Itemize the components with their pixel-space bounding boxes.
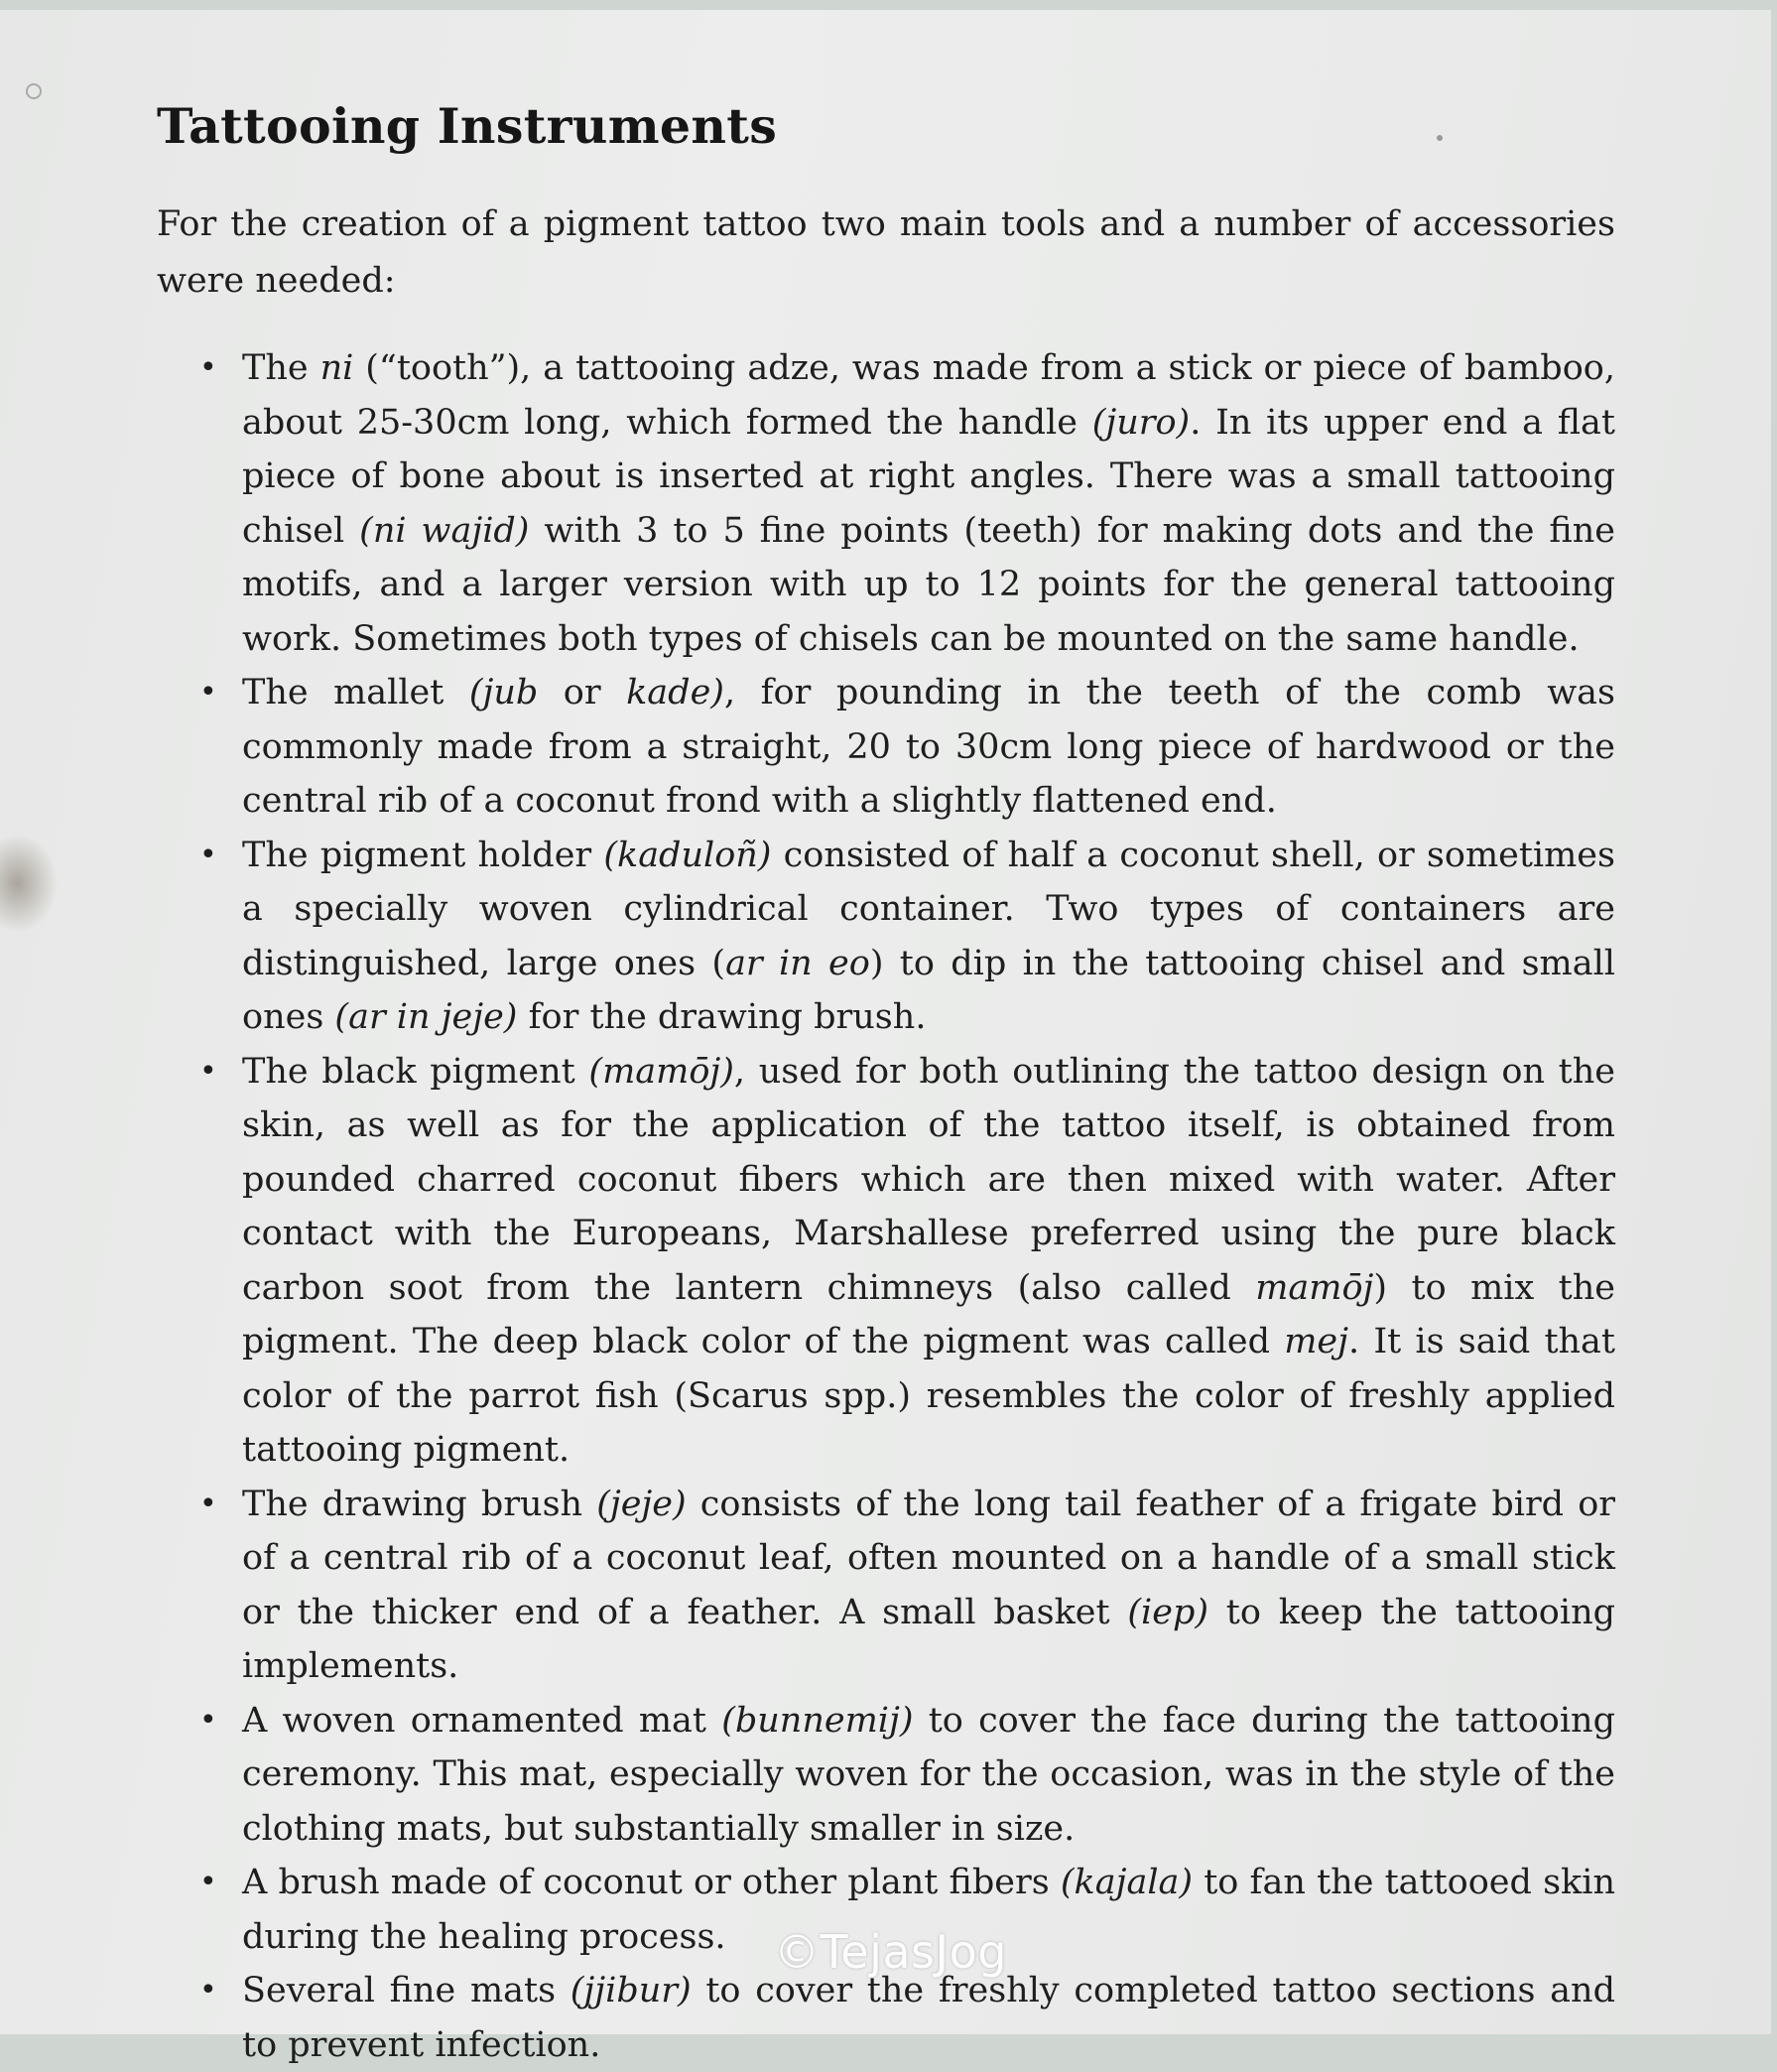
- italic-term: (kaduloñ): [603, 835, 772, 875]
- text-run: The pigment holder: [242, 835, 604, 875]
- text-run: . It is said that color of the parrot fish (Scarus spp.) resembles the color of freshly applied tattooing pigment.: [242, 1322, 1615, 1470]
- italic-term: ni: [319, 348, 354, 388]
- text-run: . In its upper end a flat piece of bone about is inserted at right angles. There was a small tattooing chisel: [242, 402, 1615, 551]
- text-run: A brush made of coconut or other plant fibers: [242, 1863, 1061, 1902]
- placard-panel: [0, 10, 1771, 2065]
- italic-term: (jub: [468, 673, 539, 712]
- page-title: Tattooing Instruments: [157, 97, 778, 155]
- italic-term: (jeje): [596, 1484, 687, 1524]
- italic-term: (bunnemij): [721, 1700, 914, 1741]
- text-run: , for pounding in the teeth of the comb was commonly made from a straight, 20 to 30cm long piece of hardwood or the central rib of a coconut frond with a slightly flattened end.: [242, 673, 1615, 821]
- text-run: consisted of half a coconut shell, or sometimes a specially woven cylindrical container. Two types of containers are distinguished, large ones (: [242, 835, 1615, 983]
- placard-content: [157, 97, 1615, 2072]
- text-run: The mallet: [242, 673, 469, 712]
- text-run: (“tooth”), a tattooing adze, was made from a stick or piece of bamboo, about 25-30cm long, which formed the handle: [242, 348, 1615, 443]
- italic-term: (kajala): [1060, 1863, 1194, 1902]
- screw-hole-mark: [26, 83, 42, 99]
- italic-term: (juro): [1091, 402, 1191, 443]
- text-run: ) to dip in the tattooing chisel and small ones: [242, 943, 1615, 1037]
- text-run: to keep the tattooing implements.: [242, 1592, 1616, 1686]
- text-run: to cover the freshly completed tattoo sections and to prevent infection.: [242, 1971, 1615, 2065]
- italic-term: mamōj: [1255, 1267, 1374, 1308]
- intro-paragraph: For the creation of a pigment tattoo two main tools and a number of accessories were needed:: [157, 204, 1615, 301]
- text-run: to fan the tattooed skin during the healing process.: [242, 1863, 1615, 1957]
- text-run: Several fine mats: [242, 1971, 571, 2010]
- text-run: with 3 to 5 fine points (teeth) for making dots and the fine motifs, and a larger version with up to 12 points for the general tattooing work. Sometimes both types of chisels can be mounted on the same handle.: [242, 510, 1615, 659]
- text-run: A woven ornamented mat: [242, 1700, 722, 1741]
- text-run: consists of the long tail feather of a frigate bird or of a central rib of a coconut leaf, often mounted on a handle of a small stick or the thicker end of a feather. A small basket: [242, 1484, 1615, 1632]
- text-run: to cover the face during the tattooing ceremony. This mat, especially woven for the occasion, was in the style of the clothing mats, but substantially smaller in size.: [242, 1700, 1616, 1849]
- list-item: [242, 1478, 1615, 1694]
- list-item: [242, 829, 1615, 1045]
- text-run: for the drawing brush.: [517, 997, 927, 1037]
- italic-term: ar in eo: [725, 943, 870, 983]
- list-item: [242, 1045, 1615, 1478]
- text-run: ) to mix the pigment. The deep black color of the pigment was called: [242, 1267, 1616, 1361]
- italic-term: mej: [1284, 1322, 1348, 1361]
- italic-term: (jjibur): [570, 1971, 692, 2010]
- text-run: or: [538, 673, 627, 712]
- italic-term: (ar in jeje): [334, 997, 518, 1037]
- instrument-list: [157, 341, 1615, 2072]
- list-item: [242, 1694, 1615, 1857]
- list-item: [242, 1964, 1615, 2072]
- text-run: The drawing brush: [242, 1484, 597, 1524]
- italic-term: (mamōj): [588, 1051, 734, 1092]
- italic-term: (ni wajid): [359, 510, 530, 551]
- smudge-mark: [0, 834, 58, 933]
- italic-term: kade): [626, 673, 724, 712]
- list-item: [242, 341, 1615, 666]
- text-run: The black pigment: [242, 1051, 589, 1092]
- watermark: ©TejasJog: [774, 1925, 1007, 1979]
- text-run: , used for both outlining the tattoo design on the skin, as well as for the application of the tattoo itself, is obtained from pounded charred coconut fibers which are then mixed with water. After contact with the Europeans, Marshallese preferred using the pure black carbon soot from the lantern chimneys (also called: [242, 1051, 1616, 1308]
- italic-term: (iep): [1127, 1592, 1209, 1632]
- text-run: The: [242, 348, 320, 388]
- list-item: [242, 666, 1615, 829]
